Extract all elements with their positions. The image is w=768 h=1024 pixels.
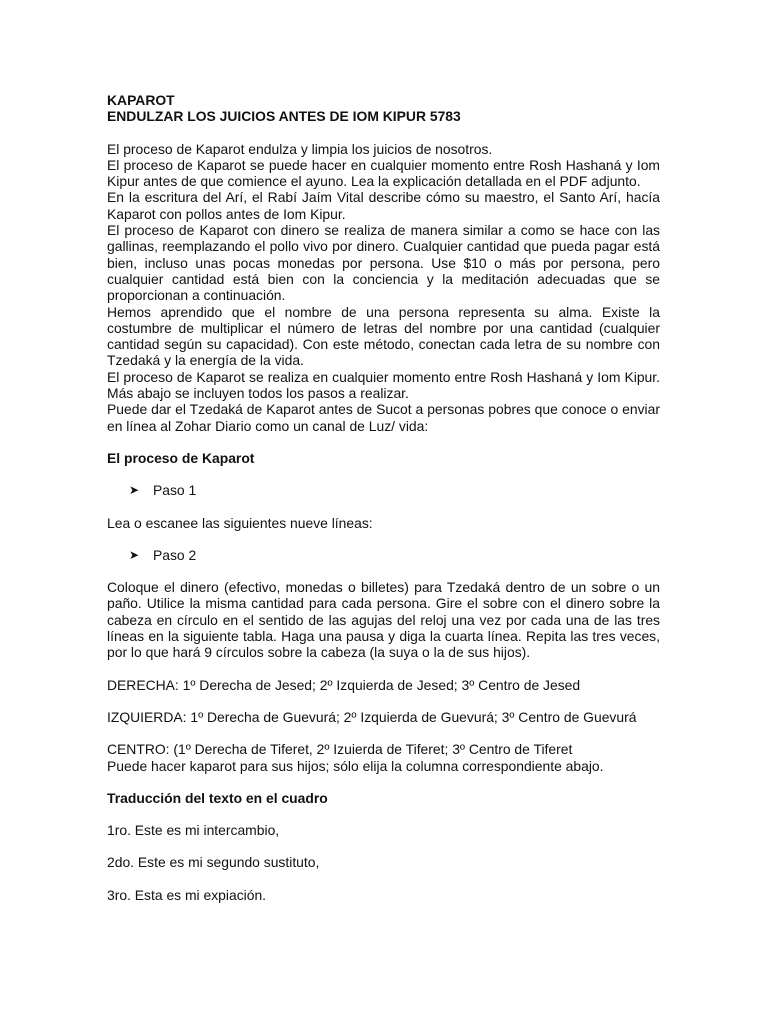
children-note: Puede hacer kaparot para sus hijos; sólo elija la columna correspondiente abajo. [107,757,604,774]
step1-text: Lea o escanee las siguientes nueve líneas: [107,514,373,531]
process-heading: El proceso de Kaparot [107,449,255,466]
translation-line-3: 3ro. Esta es mi expiación. [107,886,267,903]
arrowhead-bullet-icon: ➤ [129,483,140,498]
intro-paragraph: El proceso de Kaparot con dinero se realiza de manera similar a como se hace con las gallinas, reemplazando el pollo vivo por dinero. Cualquier cantidad que pueda pagar está bien, incluso unas pocas monedas por persona. Use $10 o más por persona, pero cualquier cantidad está bien con la conciencia y la meditación adecuadas que se proporcionan a continuación. [107,222,660,304]
arrowhead-bullet-icon: ➤ [129,547,140,562]
step1-label: Paso 1 [153,482,197,499]
translation-heading: Traducción del texto en el cuadro [107,789,328,806]
izquierda-line: IZQUIERDA: 1º Derecha de Guevurá; 2º Izquierda de Guevurá; 3º Centro de Guevurá [107,708,637,725]
intro-paragraph: El proceso de Kaparot se realiza en cualquier momento entre Rosh Hashaná y Iom Kipur. Más abajo se incluyen todos los pasos a realizar. [107,368,660,402]
intro-paragraph: El proceso de Kaparot se puede hacer en cualquier momento entre Rosh Hashaná y Iom Kipur antes de que comience el ayuno. Lea la explicación detallada en el PDF adjunto. [107,156,660,190]
step2-bullet [107,547,660,563]
document-body [107,92,660,903]
intro-paragraph: Puede dar el Tzedaká de Kaparot antes de Sucot a personas pobres que conoce o enviar en línea al Zohar Diario como un canal de Luz/ vida: [107,401,660,434]
centro-line: CENTRO: (1º Derecha de Tiferet, 2º Izuierda de Tiferet; 3º Centro de Tiferet [107,741,573,758]
intro-section [107,141,660,434]
intro-paragraph: Hemos aprendido que el nombre de una persona representa su alma. Existe la costumbre de multiplicar el número de letras del nombre por una cantidad (cualquier cantidad según su capacidad). Con este método, conectan cada letra de su nombre con Tzedaká y la energía de la vida. [107,303,660,369]
document-title: KAPAROT [107,92,175,108]
derecha-line: DERECHA: 1º Derecha de Jesed; 2º Izquierda de Jesed; 3º Centro de Jesed [107,676,581,693]
translation-line-1: 1ro. Este es mi intercambio, [107,822,280,839]
translation-line-2: 2do. Este es mi segundo sustituto, [107,854,320,871]
step2-text: Coloque el dinero (efectivo, monedas o billetes) para Tzedaká dentro de un sobre o un paño. Utilice la misma cantidad para cada persona. Gire el sobre con el dinero sobre la cabeza en círculo en el sentido de las agujas del reloj una vez por cada una de las tres líneas en la siguiente tabla. Haga una pausa y diga la cuarta línea. Repita las tres veces, por lo que hará 9 círculos sobre la cabeza (la suya o la de sus hijos). [107,579,660,661]
intro-paragraph: En la escritura del Arí, el Rabí Jaím Vital describe cómo su maestro, el Santo Arí, hacía Kaparot con pollos antes de Iom Kipur. [107,189,660,222]
step2-label: Paso 2 [153,546,197,563]
intro-paragraph: El proceso de Kaparot endulza y limpia los juicios de nosotros. [107,140,493,157]
document-subtitle: ENDULZAR LOS JUICIOS ANTES DE IOM KIPUR 5783 [107,108,461,125]
step1-bullet [107,482,660,498]
